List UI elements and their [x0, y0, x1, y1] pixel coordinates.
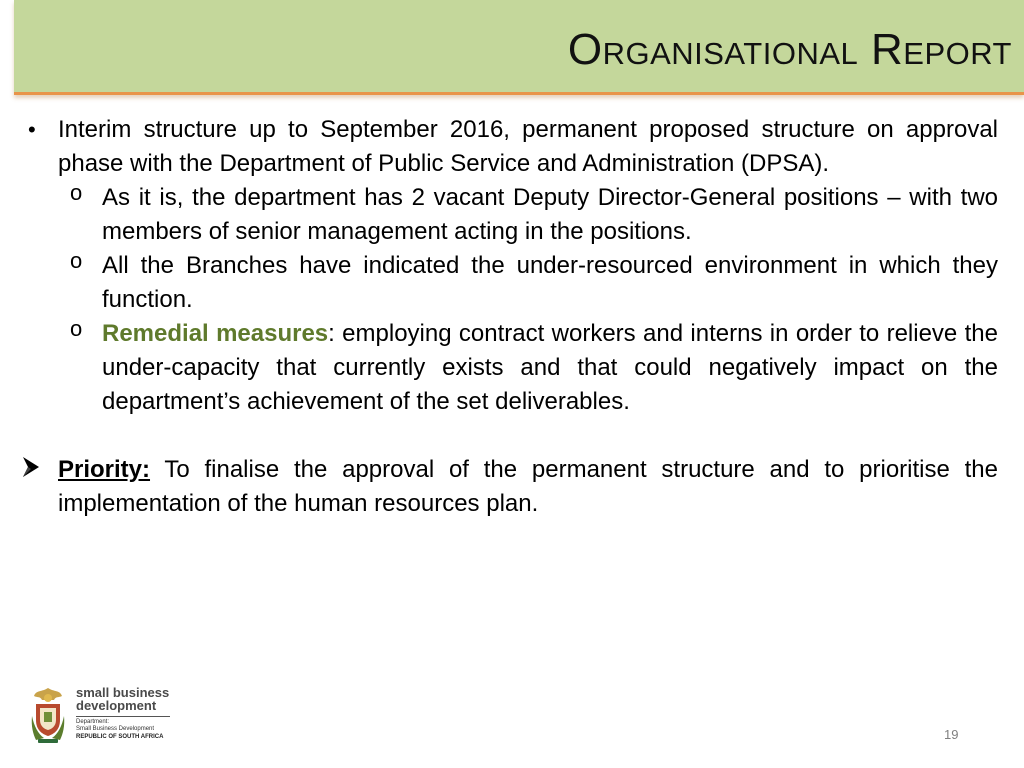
slide-title: Organisational Report	[567, 25, 1012, 74]
logo-divider	[76, 716, 170, 717]
main-bullet-text: Interim structure up to September 2016, permanent proposed structure on approval phase with the Department of Public Service and Administration (DPSA).	[58, 116, 998, 177]
priority-bullet	[22, 453, 998, 521]
sub-bullet-text: All the Branches have indicated the under-resourced environment in which they function.	[102, 252, 998, 313]
page-number: 19	[944, 727, 959, 742]
logo-country: REPUBLIC OF SOUTH AFRICA	[76, 734, 164, 740]
sub-bullet-item	[22, 181, 998, 249]
sub-bullet-text: As it is, the department has 2 vacant Deputy Director-General positions – with two members of senior management acting in the positions.	[102, 184, 998, 245]
arrow-bullet-icon	[22, 455, 40, 479]
sub-bullet-list	[22, 181, 998, 419]
remedial-measures-highlight: Remedial measures	[102, 320, 329, 347]
circle-bullet-icon: o	[70, 316, 83, 341]
slide-content	[22, 113, 998, 521]
sub-bullet-item	[22, 249, 998, 317]
logo-department-label: Department:	[76, 719, 110, 725]
circle-bullet-icon: o	[70, 248, 83, 273]
title-banner	[14, 0, 1024, 95]
coat-of-arms-icon	[30, 686, 66, 744]
logo-brand-line-2: development	[76, 698, 157, 713]
logo-department-name: Small Business Development	[76, 726, 155, 732]
priority-text: To finalise the approval of the permanent structure and to prioritise the implementation of the human resources plan.	[58, 456, 998, 517]
bullet-dot-icon: •	[28, 117, 36, 142]
sub-bullet-item	[22, 317, 998, 419]
main-bullet	[22, 113, 998, 181]
logo-brand-line-1: small business	[76, 685, 170, 700]
circle-bullet-icon: o	[70, 180, 83, 205]
department-logo	[30, 686, 180, 746]
priority-label: Priority:	[58, 456, 151, 483]
sub-bullet-text: : employing contract workers and interns in order to relieve the under-capacity that currently exists and that could negatively impact on the department’s achievement of the set deliverables.	[102, 320, 998, 415]
logo-text-block	[76, 686, 186, 741]
